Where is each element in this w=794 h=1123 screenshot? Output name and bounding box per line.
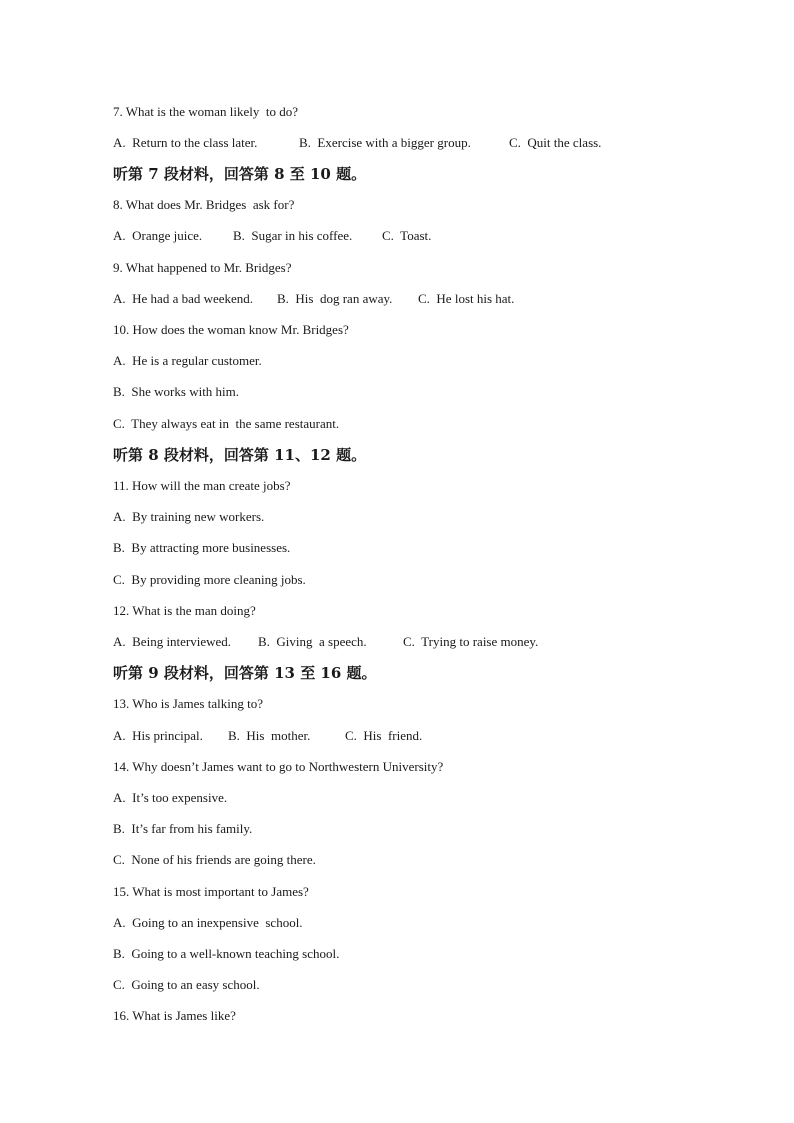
q13-option-c: C. His friend.	[345, 728, 423, 743]
q15-option-b: B. Going to a well-known teaching school.	[113, 946, 340, 961]
q11-option-c: C. By providing more cleaning jobs.	[113, 572, 306, 587]
question-14: 14. Why doesn’t James want to go to Northwestern University?	[113, 759, 444, 774]
q8-option-b: B. Sugar in his coffee.	[233, 228, 353, 243]
q14-option-a: A. It’s too expensive.	[113, 790, 228, 805]
section-heading-8: 听第 8 段材料，回答第 11、12 题。	[113, 446, 367, 464]
q14-option-b: B. It’s far from his family.	[113, 821, 253, 836]
question-12: 12. What is the man doing?	[113, 603, 256, 618]
question-11: 11. How will the man create jobs?	[113, 478, 291, 493]
question-9: 9. What happened to Mr. Bridges?	[113, 260, 292, 275]
q11-option-a: A. By training new workers.	[113, 509, 265, 524]
q9-option-c: C. He lost his hat.	[418, 291, 515, 306]
q9-option-b: B. His dog ran away.	[277, 291, 393, 306]
q12-option-c: C. Trying to raise money.	[403, 634, 539, 649]
q7-option-b: B. Exercise with a bigger group.	[299, 135, 471, 150]
section-heading-9: 听第 9 段材料，回答第 13 至 16 题。	[113, 664, 377, 682]
section-heading-7: 听第 7 段材料，回答第 8 至 10 题。	[113, 165, 367, 183]
q10-option-c: C. They always eat in the same restaurant.	[113, 416, 340, 431]
q14-option-c: C. None of his friends are going there.	[113, 852, 316, 867]
q8-option-c: C. Toast.	[382, 228, 432, 243]
q13-option-a: A. His principal.	[113, 728, 203, 743]
q7-option-a: A. Return to the class later.	[113, 135, 258, 150]
question-10: 10. How does the woman know Mr. Bridges?	[113, 322, 349, 337]
question-16: 16. What is James like?	[113, 1008, 236, 1023]
q10-option-a: A. He is a regular customer.	[113, 353, 262, 368]
q12-option-b: B. Giving a speech.	[258, 634, 367, 649]
q15-option-a: A. Going to an inexpensive school.	[113, 915, 303, 930]
q7-option-c: C. Quit the class.	[509, 135, 602, 150]
q9-option-a: A. He had a bad weekend.	[113, 291, 254, 306]
question-8: 8. What does Mr. Bridges ask for?	[113, 197, 295, 212]
q15-option-c: C. Going to an easy school.	[113, 977, 260, 992]
question-7: 7. What is the woman likely to do?	[113, 104, 298, 119]
q12-option-a: A. Being interviewed.	[113, 634, 232, 649]
q10-option-b: B. She works with him.	[113, 384, 240, 399]
q11-option-b: B. By attracting more businesses.	[113, 540, 291, 555]
q13-option-b: B. His mother.	[228, 728, 311, 743]
question-15: 15. What is most important to James?	[113, 884, 309, 899]
q8-option-a: A. Orange juice.	[113, 228, 203, 243]
question-13: 13. Who is James talking to?	[113, 696, 263, 711]
